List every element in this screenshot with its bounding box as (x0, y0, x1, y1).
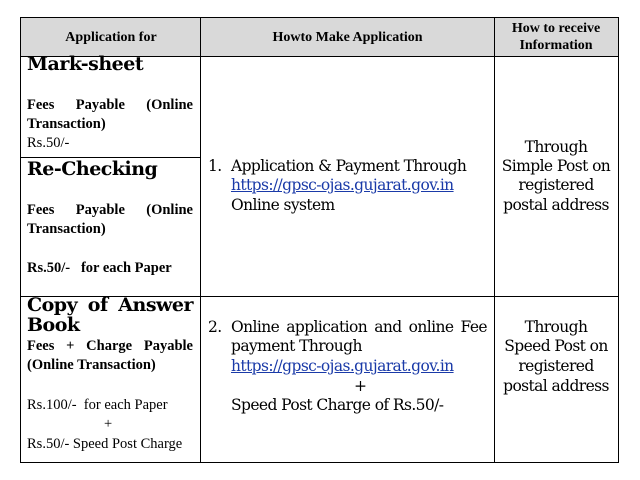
marksheet-fees-word2: Payable (75, 97, 125, 113)
receive1-line1: Through (524, 138, 588, 156)
step2-line4: Speed Post Charge of Rs.50/- (231, 396, 444, 414)
rechecking-fees-word2: Payable (75, 202, 125, 218)
receive2-line1: Through (524, 318, 588, 336)
step2-word3: and (374, 318, 402, 336)
column-divider-2 (494, 17, 495, 463)
rechecking-title: Re-Checking (27, 158, 158, 180)
step1-line1: Application & Payment Through (231, 157, 467, 175)
copy-fees-line1 (27, 338, 193, 355)
copy-fees-word1: Fees (27, 338, 55, 354)
table-border-left (20, 17, 21, 463)
step2-word4: online (408, 318, 454, 336)
receive2-line4: postal address (503, 377, 609, 395)
header-how-to-receive-line2: Information (519, 38, 593, 53)
step2-word2: application (286, 318, 368, 336)
copy-title-line1 (27, 294, 193, 316)
step1-number: 1. (208, 157, 222, 175)
copy-title-word3: Answer (118, 294, 193, 316)
receive1-line4: postal address (503, 196, 609, 214)
copy-plus: + (104, 416, 113, 432)
copy-title-line2: Book (27, 314, 80, 336)
copy-amount2: Rs.50/- Speed Post Charge (27, 436, 183, 452)
header-application-for: Application for (65, 30, 157, 45)
rechecking-fees-word1: Fees (27, 202, 55, 218)
step2-line2: payment Through (231, 337, 362, 355)
copy-fees-line2: (Online Transaction) (27, 357, 156, 373)
copy-title-word2: of (87, 294, 108, 316)
receive2-line2: Speed Post on (504, 337, 608, 355)
step1-gpsc-ojas-link[interactable]: https://gpsc-ojas.gujarat.gov.in (231, 176, 454, 194)
marksheet-fees-word3: (Online (146, 97, 193, 113)
header-how-to-receive-line1: How to receive (511, 21, 601, 36)
table-border-top (20, 17, 619, 18)
receive2-line3: registered (518, 357, 594, 375)
marksheet-fees-line2: Transaction) (27, 116, 106, 132)
step2-plus: + (354, 377, 367, 395)
copy-amount1: Rs.100/- for each Paper (27, 397, 168, 413)
copy-title-word1: Copy (27, 294, 78, 316)
table-border-bottom (20, 462, 619, 463)
marksheet-fees-line1 (27, 97, 193, 114)
column-divider-1 (200, 17, 201, 463)
step2-number: 2. (208, 318, 222, 336)
rechecking-fees-line1 (27, 202, 193, 219)
marksheet-title: Mark-sheet (27, 53, 144, 75)
receive1-line3: registered (518, 176, 594, 194)
rechecking-amount: Rs.50/- for each Paper (27, 260, 172, 276)
step2-word5: Fee (460, 318, 487, 336)
step2-word1: Online (231, 318, 280, 336)
copy-fees-word3: Charge (86, 338, 133, 354)
rechecking-fees-word3: (Online (146, 202, 193, 218)
marksheet-fees-word1: Fees (27, 97, 55, 113)
step2-line1 (231, 318, 487, 336)
table-border-right (618, 17, 619, 463)
copy-fees-word4: Payable (143, 338, 193, 354)
header-how-to-make-application: Howto Make Application (272, 30, 423, 45)
receive1-line2: Simple Post on (501, 157, 611, 175)
marksheet-amount: Rs.50/- (27, 135, 70, 151)
step2-gpsc-ojas-link[interactable]: https://gpsc-ojas.gujarat.gov.in (231, 357, 454, 375)
rechecking-fees-line2: Transaction) (27, 221, 106, 237)
copy-fees-word2: + (66, 338, 75, 354)
step1-line3: Online system (231, 196, 335, 214)
